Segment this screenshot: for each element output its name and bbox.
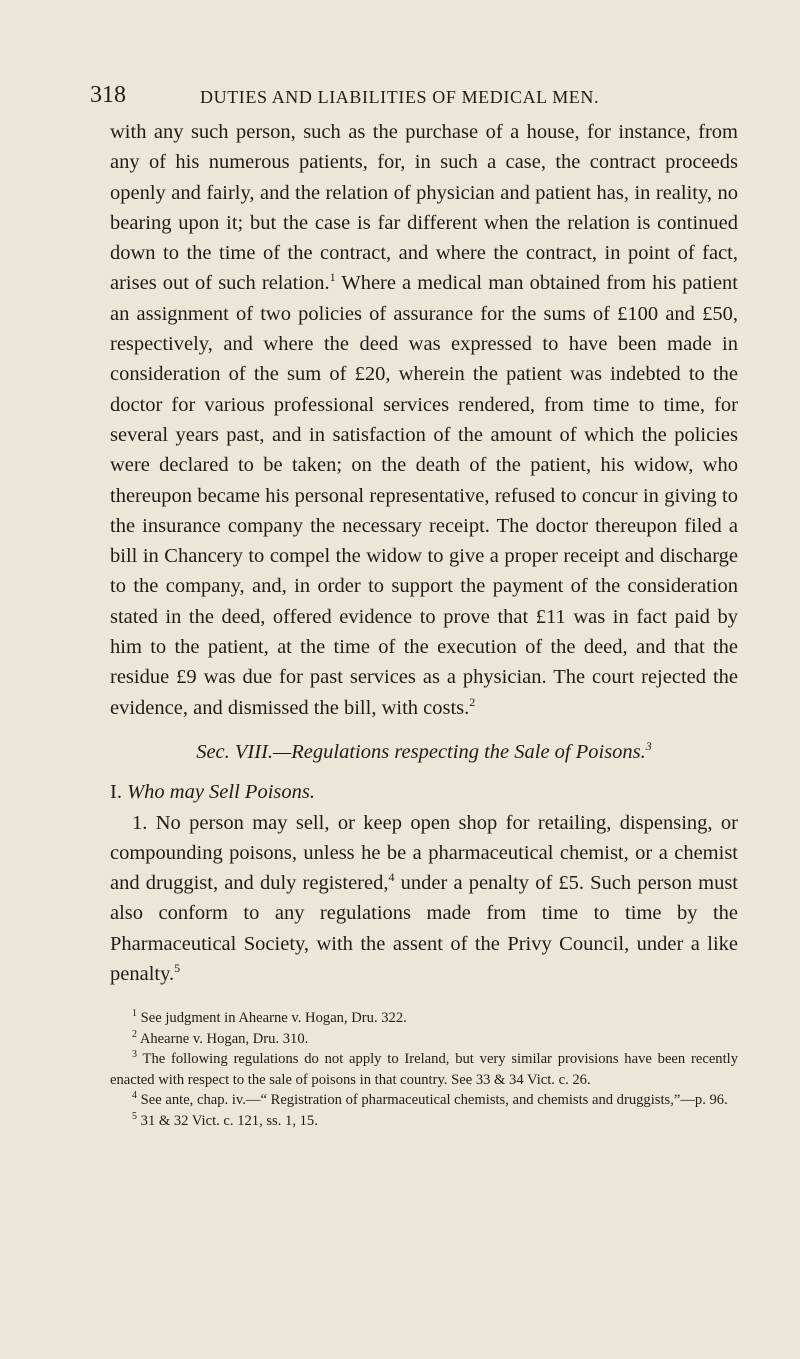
footnote	[110, 1029, 738, 1050]
footnote-text: The following regulations do not apply to Ireland, but very similar provisions have been recently enacted with respect to the sale of poisons in that country. See 33 & 34 Vict. c. 26.	[110, 1051, 738, 1088]
footnote-ref-2: 2	[469, 694, 476, 709]
footnote-ref-4: 4	[388, 870, 395, 885]
footnote	[110, 1008, 738, 1029]
paragraph-1-text-b: Where a medical man obtained from his patient an assignment of two policies of assurance for the sums of £100 and £50, respectively, and where the deed was expressed to have been made in consideration of the sum of £20, wherein the patient was indebted to the doctor for various professional services rendered, from time to time, for several years past, and in satisfaction of the amount of which the policies were declared to be taken; on the death of the patient, his widow, who thereupon became his personal representative, refused to concur in giving to the insurance company the necessary receipt. The doctor thereupon filed a bill in Chancery to compel the widow to give a proper receipt and discharge to the company, and, in order to support the payment of the consideration stated in the deed, offered evidence to prove that £11 was in fact paid by him to the patient, at the time of the execution of the deed, and that the residue £9 was due for past services as a physician. The court rejected the evidence, and dismissed the bill, with costs.	[110, 272, 738, 719]
footnote-mark: 1	[132, 1008, 137, 1020]
footnote-ref-1: 1	[329, 270, 336, 285]
footnote-mark: 5	[132, 1110, 137, 1122]
page-number: 318	[90, 82, 126, 108]
paragraph-1-text-a: with any such person, such as the purchase of a house, for instance, from any of his numerous patients, for, in such a case, the contract proceeds openly and fairly, and the relation of physician and patient has, in reality, no bearing upon it; but the case is far different when the relation is continued down to the time of the contract, and where the contract, in point of fact, arises out of such relation.	[110, 121, 738, 295]
paragraph-2-text-b: under a penalty of £5. Such person must also conform to any regulations made from time to time by the Pharmaceutical Society, with the assent of the Privy Council, under a like penalty.	[110, 872, 738, 986]
page-header	[90, 82, 730, 116]
footnote	[110, 1090, 738, 1111]
paragraph-1	[110, 117, 738, 723]
subheading	[110, 777, 738, 807]
section-title: Sec. VIII.—Regulations respecting the Sale of Poisons.	[196, 740, 646, 763]
footnote-ref-3: 3	[645, 739, 652, 754]
footnote-text: See judgment in Ahearne v. Hogan, Dru. 322.	[137, 1010, 407, 1026]
paragraph-2	[110, 808, 738, 990]
subheading-number: I.	[110, 781, 122, 804]
section-heading	[110, 737, 738, 767]
footnote-mark: 4	[132, 1090, 137, 1102]
footnote-mark: 2	[132, 1028, 137, 1040]
footnote-text: Ahearne v. Hogan, Dru. 310.	[137, 1030, 309, 1047]
footnotes	[110, 1008, 738, 1131]
footnote-ref-5: 5	[174, 961, 181, 976]
paragraph-2-text-a: 1. No person may sell, or keep open shop for retailing, dispensing, or compounding poisons, unless he be a pharmaceutical chemist, or a chemist and druggist, and duly registered,	[110, 811, 738, 895]
footnote	[110, 1111, 738, 1132]
footnote-mark: 3	[132, 1049, 137, 1061]
footnote	[110, 1049, 738, 1090]
body-text	[110, 117, 738, 989]
subheading-title: Who may Sell Poisons.	[127, 781, 315, 804]
running-head: DUTIES AND LIABILITIES OF MEDICAL MEN.	[200, 87, 600, 107]
footnote-text: 31 & 32 Vict. c. 121, ss. 1, 15.	[137, 1112, 318, 1129]
footnote-text: See ante, chap. iv.—“ Registration of pharmaceutical chemists, and chemists and druggists,”—p. 96.	[137, 1092, 728, 1108]
